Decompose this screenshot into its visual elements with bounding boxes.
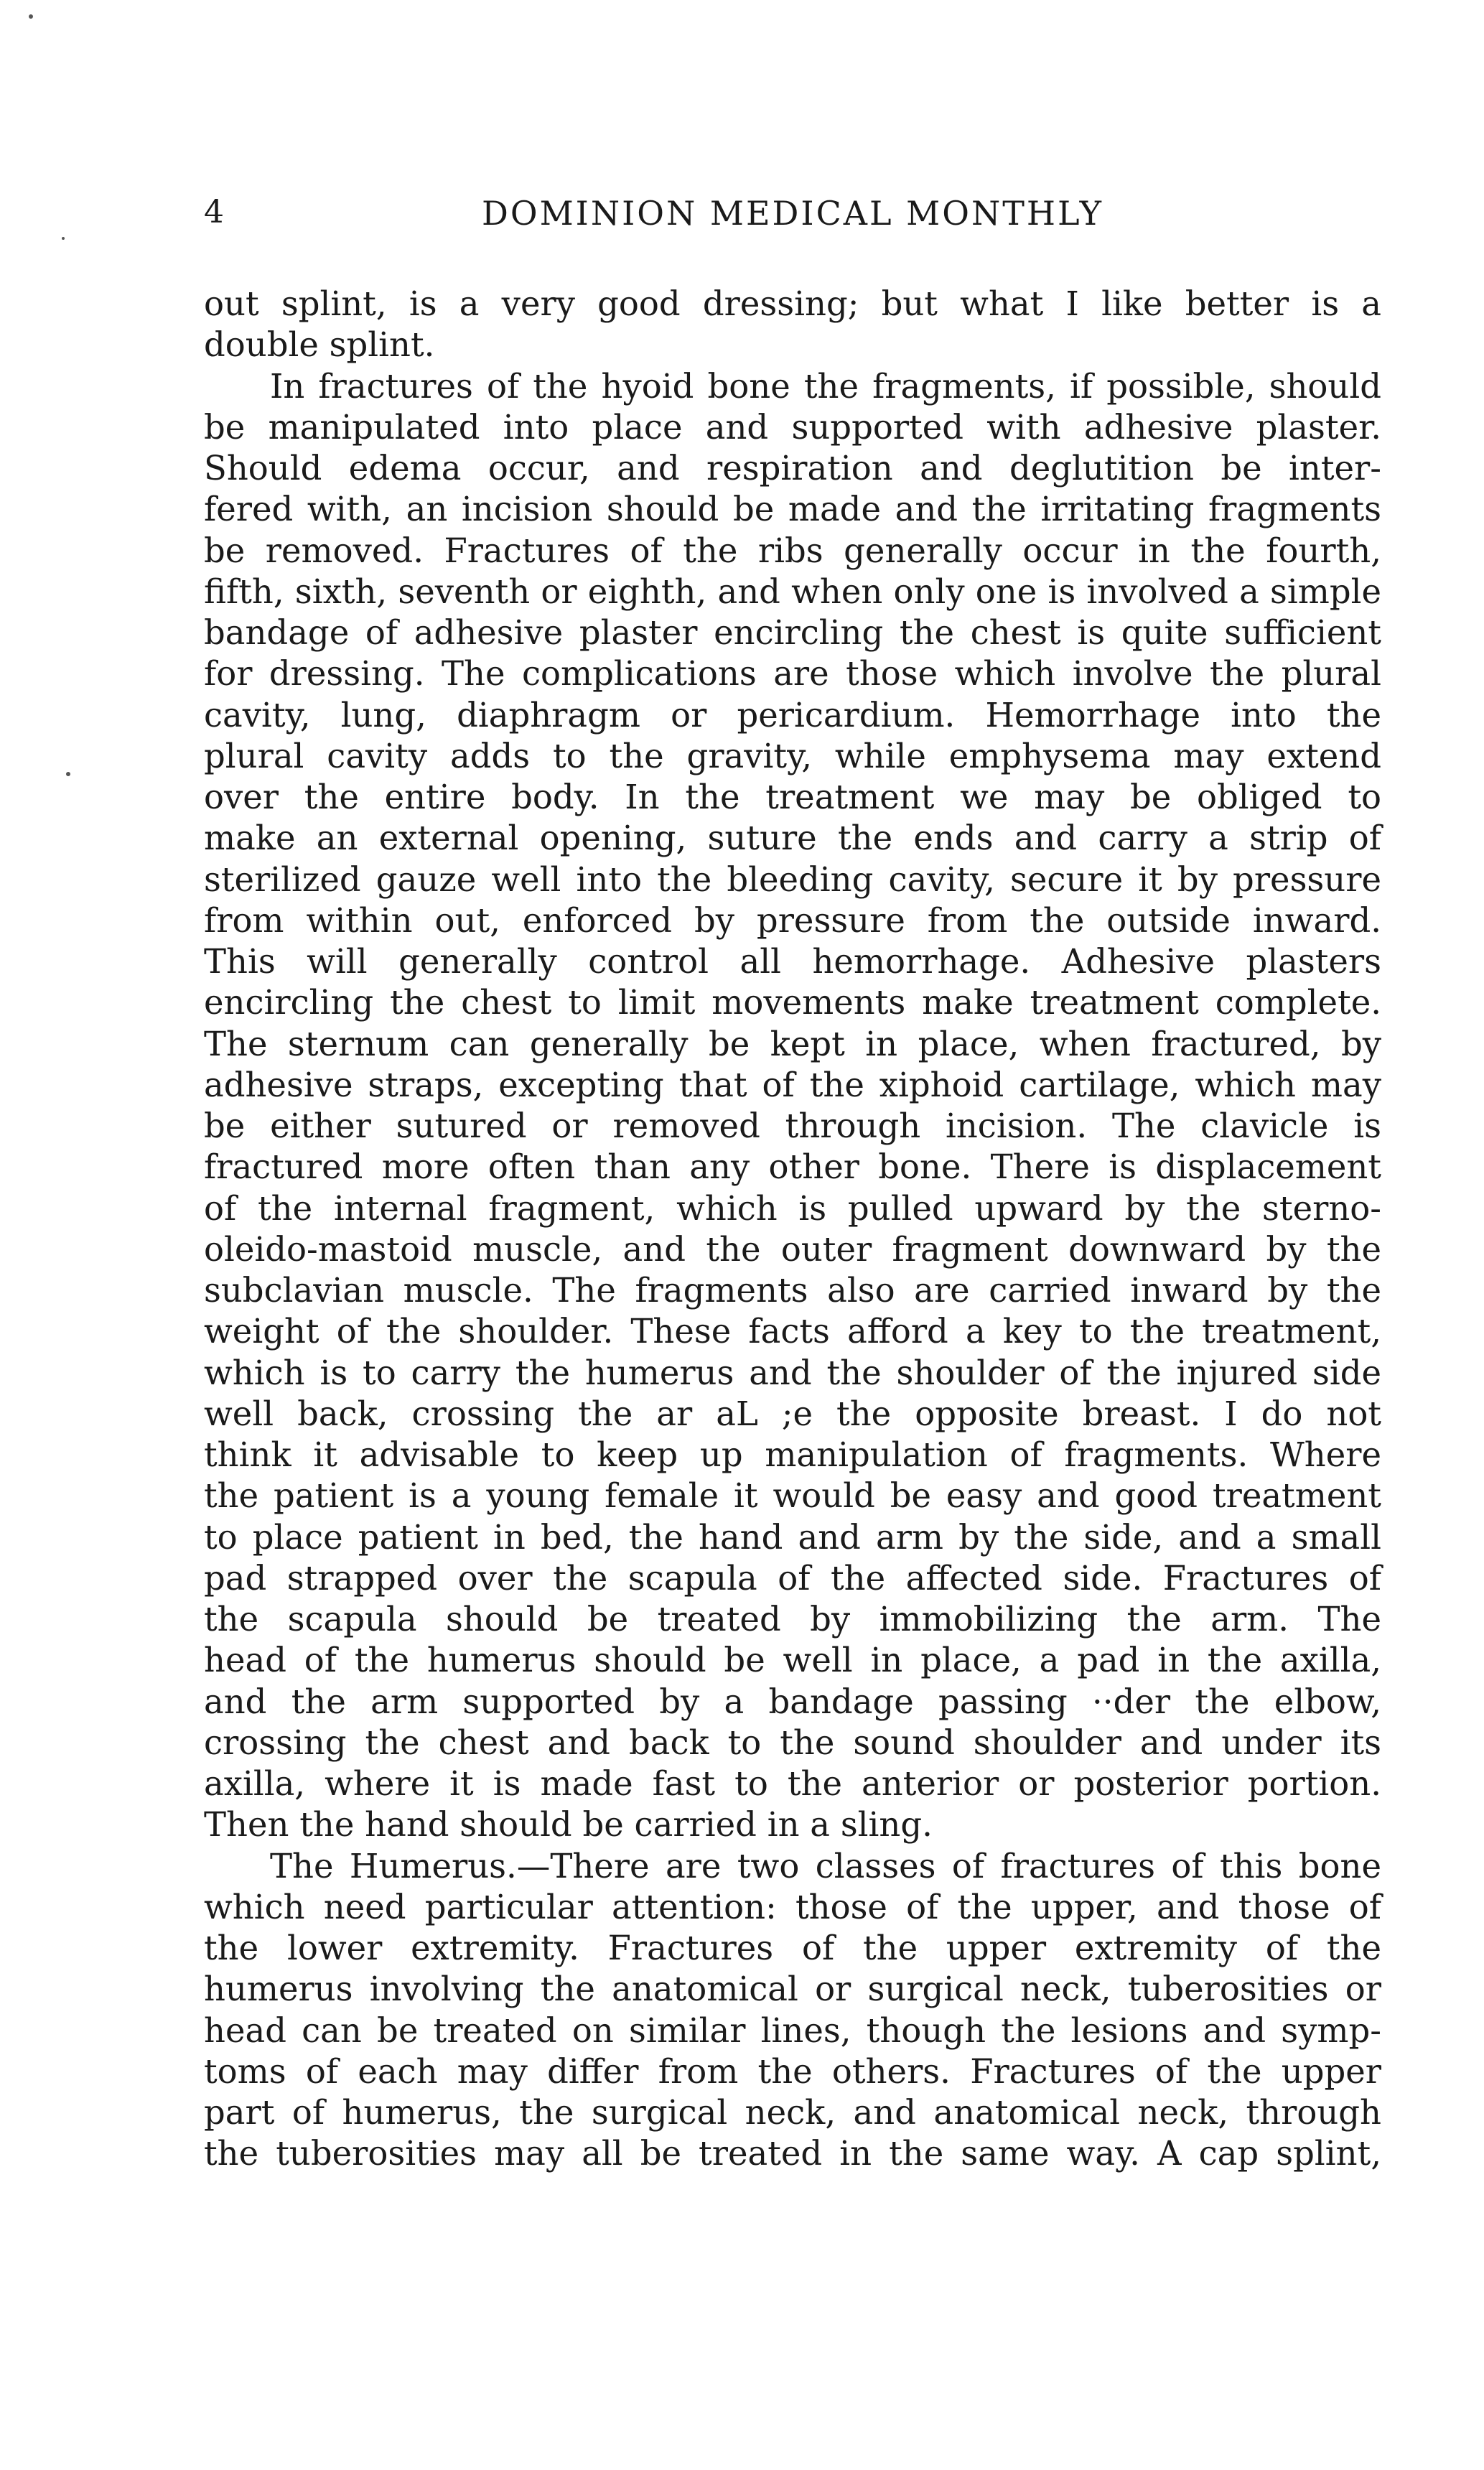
text-line: for dressing. The complications are those which involve the plural xyxy=(204,654,1381,694)
text-line: double splint. xyxy=(204,325,435,365)
text-line: the tuberosities may all be treated in the same way. A cap splint, xyxy=(204,2134,1381,2173)
text-line: part of humerus, the surgical neck, and anatomical neck, through xyxy=(204,2093,1381,2132)
text-line: toms of each may differ from the others. Fractures of the upper xyxy=(204,2051,1381,2091)
text-line: oleido-mastoid muscle, and the outer fragment downward by the xyxy=(204,1229,1381,1269)
text-line: fifth, sixth, seventh or eighth, and when only one is involved a simple xyxy=(204,572,1381,611)
text-line: the patient is a young female it would be easy and good treatment xyxy=(204,1476,1381,1516)
text-line: sterilized gauze well into the bleeding cavity, secure it by pressure xyxy=(204,859,1381,899)
text-line: bandage of adhesive plaster encircling the chest is quite sufficient xyxy=(204,613,1381,652)
text-line: subclavian muscle. The fragments also are carried inward by the xyxy=(204,1271,1381,1310)
text-line: well back, crossing the ar aL ;e the opposite breast. I do not xyxy=(204,1394,1381,1433)
text-line: This will generally control all hemorrhage. Adhesive plasters xyxy=(204,942,1381,981)
text-line: pad strapped over the scapula of the affected side. Fractures of xyxy=(204,1558,1381,1598)
text-line: make an external opening, suture the ends and carry a strip of xyxy=(204,819,1381,858)
text-line: be manipulated into place and supported with adhesive plaster. xyxy=(204,407,1381,447)
text-line: head of the humerus should be well in place, a pad in the axilla, xyxy=(204,1641,1381,1680)
text-line: to place patient in bed, the hand and arm by the side, and a small xyxy=(204,1517,1381,1557)
text-line: humerus involving the anatomical or surgical neck, tuberosities or xyxy=(204,1970,1381,2009)
text-line: axilla, where it is made fast to the anterior or posterior portion. xyxy=(204,1764,1381,1803)
running-head: DOMINION MEDICAL MONTHLY xyxy=(481,194,1104,233)
text-line: be either sutured or removed through incision. The clavicle is xyxy=(204,1106,1381,1145)
text-line: and the arm supported by a bandage passing ··der the elbow, xyxy=(204,1682,1381,1721)
text-line: The Humerus.—There are two classes of fractures of this bone xyxy=(270,1846,1381,1886)
text-line: Should edema occur, and respiration and deglutition be inter- xyxy=(204,449,1381,488)
margin-speck xyxy=(66,772,70,776)
text-line: encircling the chest to limit movements make treatment complete. xyxy=(204,983,1381,1022)
text-line: from within out, enforced by pressure from the outside inward. xyxy=(204,900,1381,940)
text-line: Then the hand should be carried in a sling. xyxy=(204,1805,933,1845)
text-line: head can be treated on similar lines, though the lesions and symp- xyxy=(204,2010,1381,2050)
margin-speck xyxy=(62,237,65,240)
page-number: 4 xyxy=(204,194,225,230)
text-line: which need particular attention: those of the upper, and those of xyxy=(204,1887,1381,1926)
text-line: weight of the shoulder. These facts afford a key to the treatment, xyxy=(204,1312,1381,1351)
margin-speck xyxy=(29,14,33,19)
body-text xyxy=(204,284,1381,2175)
text-line: over the entire body. In the treatment we may be obliged to xyxy=(204,778,1381,816)
text-line: adhesive straps, excepting that of the xiphoid cartilage, which may xyxy=(204,1065,1381,1104)
page-header xyxy=(204,194,1381,244)
text-line: out splint, is a very good dressing; but what I like better is a xyxy=(204,284,1381,323)
text-line: cavity, lung, diaphragm or pericardium. Hemorrhage into the xyxy=(204,695,1381,735)
text-line: plural cavity adds to the gravity, while emphysema may extend xyxy=(204,736,1381,775)
text-line: be removed. Fractures of the ribs generally occur in the fourth, xyxy=(204,531,1381,570)
text-line: which is to carry the humerus and the shoulder of the injured side xyxy=(204,1353,1381,1392)
text-line: of the internal fragment, which is pulled upward by the sterno- xyxy=(204,1188,1381,1228)
text-line: The sternum can generally be kept in place, when fractured, by xyxy=(204,1024,1381,1063)
text-line: fered with, an incision should be made and the irritating fragments xyxy=(204,490,1381,529)
text-line: the lower extremity. Fractures of the upper extremity of the xyxy=(204,1929,1381,1967)
text-line: fractured more often than any other bone. There is displacement xyxy=(204,1147,1381,1187)
text-line: crossing the chest and back to the sound shoulder and under its xyxy=(204,1723,1381,1762)
text-line: In fractures of the hyoid bone the fragments, if possible, should xyxy=(270,366,1381,406)
text-line: think it advisable to keep up manipulation of fragments. Where xyxy=(204,1435,1381,1474)
text-line: the scapula should be treated by immobilizing the arm. The xyxy=(204,1600,1381,1639)
